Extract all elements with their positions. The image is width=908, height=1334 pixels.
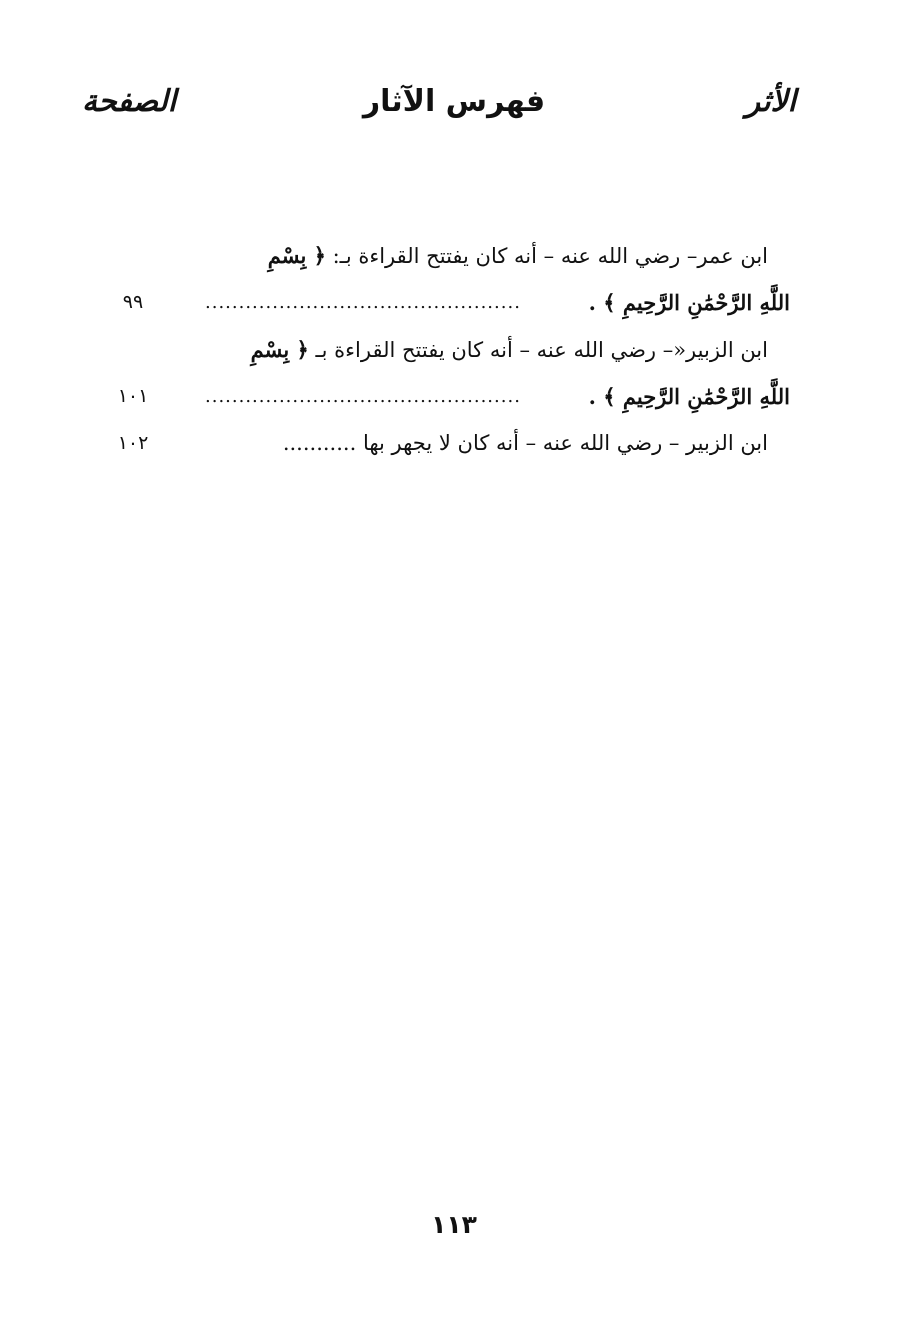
index-entry-line — [80, 279, 790, 326]
basmala-text: اللَّهِ الرَّحْمَٰنِ الرَّحِيمِ ﴾ . — [588, 384, 790, 409]
entry-narration: ابن الزبير«– رضي الله عنه – أنه كان يفتتح القراءة بـ — [315, 338, 768, 362]
basmala-text: ﴿ بِسْمِ — [267, 243, 326, 268]
dot-leaders: ............................................... — [205, 292, 521, 313]
page-title: فهرس الآثار — [362, 84, 546, 119]
page-folio-number: ١١٣ — [431, 1210, 477, 1239]
dot-leaders: ............................................... — [205, 386, 521, 407]
page-number: ٩٩ — [122, 291, 144, 313]
index-entries — [80, 232, 790, 467]
index-entry-line — [80, 420, 790, 467]
column-header-athar: الأثر — [745, 84, 796, 119]
basmala-text: اللَّهِ الرَّحْمَٰنِ الرَّحِيمِ ﴾ . — [588, 290, 790, 315]
entry-text — [283, 420, 768, 467]
entry-narration: ابن عمر– رضي الله عنه – أنه كان يفتتح القراءة بـ: — [332, 244, 768, 268]
entry-text — [251, 326, 768, 374]
page-number: ١٠٢ — [117, 432, 149, 454]
index-entry-line — [80, 373, 790, 420]
page-number: ١٠١ — [117, 385, 149, 407]
dot-leaders: ........... — [282, 431, 357, 455]
index-entry-line — [80, 326, 790, 373]
entry-narration: ابن الزبير – رضي الله عنه – أنه كان لا يجهر بها — [362, 431, 768, 455]
basmala-text: ﴿ بِسْمِ — [250, 337, 309, 362]
index-entry-line — [80, 232, 790, 279]
column-header-page: الصفحة — [82, 84, 177, 119]
entry-text — [268, 232, 768, 280]
